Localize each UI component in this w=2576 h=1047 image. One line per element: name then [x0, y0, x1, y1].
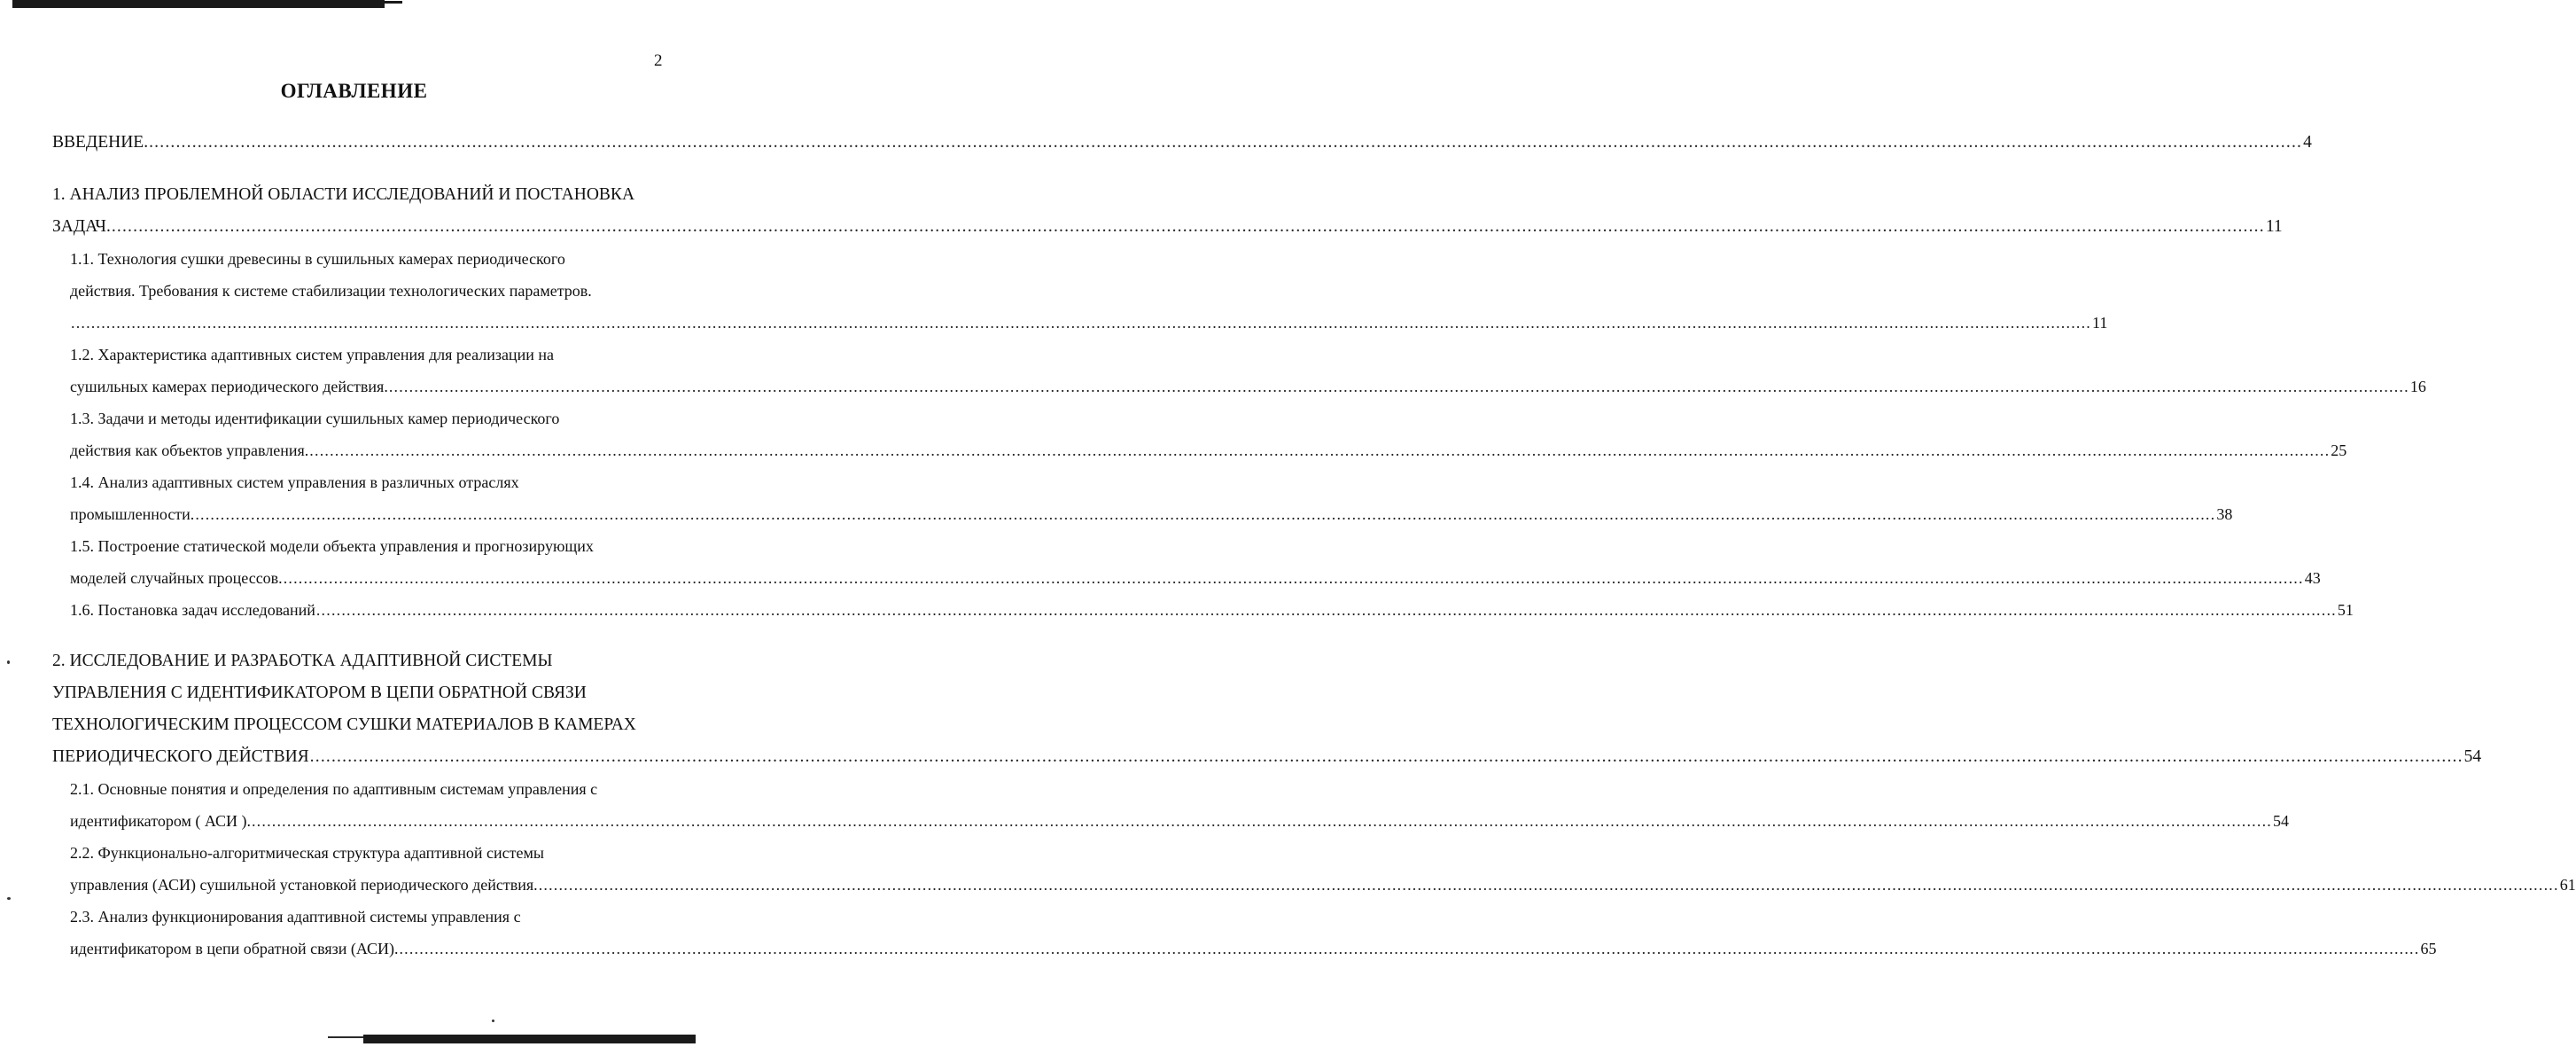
toc-page-number: 16 [2409, 378, 2426, 395]
dot-leader: ................................................................................................................................................................................................................................................................................................................................................................................................................ [149, 133, 2303, 152]
toc-entry-text: ВВЕДЕНИЕ. [52, 133, 149, 152]
toc-entry-text: 1.6. Постановка задач исследований [70, 601, 315, 619]
toc-section-entry[interactable] [52, 598, 2354, 630]
toc-entry-last-line [70, 873, 2576, 905]
toc-entry-last-line [70, 598, 2354, 630]
toc-entry-last-line [52, 215, 2283, 247]
toc-page-number: 11 [2265, 217, 2283, 236]
toc-entry-text: идентификатором ( АСИ ). [70, 812, 251, 830]
toc-page-number: 65 [2420, 940, 2437, 957]
dot-leader: ................................................................................................................................................................................................................................................................................................................................................................................................................ [195, 505, 2216, 523]
dot-leader: ................................................................................................................................................................................................................................................................................................................................................................................................................ [309, 747, 2463, 766]
scan-speck [492, 1020, 494, 1022]
page-title: ОГЛАВЛЕНИЕ [280, 80, 428, 102]
toc-chapter-entry[interactable] [52, 184, 2283, 247]
toc-entry-line: ТЕХНОЛОГИЧЕСКИМ ПРОЦЕССОМ СУШКИ МАТЕРИАЛОВ В КАМЕРАХ [52, 715, 636, 734]
toc-page-number: 25 [2331, 441, 2347, 459]
toc-entry-line: 1.3. Задачи и методы идентификации сушильных камер периодического [70, 410, 560, 427]
toc-entry-text: ПЕРИОДИЧЕСКОГО ДЕЙСТВИЯ [52, 747, 309, 766]
toc-entry-last-line [70, 566, 2321, 598]
toc-entry-text: промышленности. [70, 505, 195, 523]
toc-page-number: 4 [2303, 133, 2312, 152]
dot-leader: ................................................................................................................................................................................................................................................................................................................................................................................................................ [71, 314, 2091, 332]
toc-entry-line: 2.1. Основные понятия и определения по адаптивным системам управления с [70, 780, 598, 798]
toc-entry-line: УПРАВЛЕНИЯ С ИДЕНТИФИКАТОРОМ В ЦЕПИ ОБРАТНОЙ СВЯЗИ [52, 684, 587, 702]
toc-entry-line: 2.3. Анализ функционирования адаптивной системы управления с [70, 908, 521, 926]
toc-section-entry[interactable] [52, 471, 2233, 535]
toc-entry-last-line [70, 439, 2347, 471]
toc-entry-last-line [70, 311, 2108, 343]
toc-entry-line: 1. АНАЛИЗ ПРОБЛЕМНОЙ ОБЛАСТИ ИССЛЕДОВАНИЙ И ПОСТАНОВКА [52, 185, 635, 204]
toc-section-entry[interactable] [52, 247, 2108, 343]
toc-section-entry[interactable] [52, 407, 2347, 471]
toc-chapter-entry[interactable] [52, 131, 2312, 163]
toc-entry-line: 1.1. Технология сушки древесины в сушильных камерах периодического [70, 250, 565, 268]
toc-entry-line: 1.5. Построение статической модели объекта управления и прогнозирующих [70, 537, 594, 555]
toc-page-number: 43 [2304, 569, 2321, 587]
toc-page-number: 61 [2559, 876, 2576, 894]
toc-entry-line: 1.2. Характеристика адаптивных систем управления для реализации на [70, 346, 554, 363]
toc-page-number: 54 [2463, 747, 2482, 766]
toc-entry-line: 2.2. Функционально-алгоритмическая структура адаптивной системы [70, 844, 544, 862]
scan-speck [7, 660, 10, 664]
toc-entry-text: управления (АСИ) сушильной установкой периодического действия. [70, 876, 538, 894]
toc-chapter-entry[interactable] [52, 650, 2482, 777]
dot-leader: ................................................................................................................................................................................................................................................................................................................................................................................................................ [388, 378, 2409, 395]
toc-page-number: 51 [2337, 601, 2354, 619]
scan-bottom-border-thin [328, 1036, 363, 1038]
dot-leader: ................................................................................................................................................................................................................................................................................................................................................................................................................ [538, 876, 2559, 894]
toc-entry-last-line [52, 131, 2312, 163]
toc-section-entry[interactable] [52, 535, 2321, 598]
dot-leader: ................................................................................................................................................................................................................................................................................................................................................................................................................ [251, 812, 2272, 830]
page-number: 2 [654, 51, 663, 70]
dot-leader: ................................................................................................................................................................................................................................................................................................................................................................................................................ [399, 940, 2420, 957]
toc-page-number: 54 [2272, 812, 2289, 830]
toc-entry-line: 2. ИССЛЕДОВАНИЕ И РАЗРАБОТКА АДАПТИВНОЙ СИСТЕМЫ [52, 652, 553, 670]
dot-leader: ................................................................................................................................................................................................................................................................................................................................................................................................................ [315, 601, 2337, 619]
scan-top-border [0, 0, 708, 18]
toc-entry-last-line [70, 937, 2437, 969]
scan-bottom-border [328, 1033, 696, 1047]
scan-bottom-border-thick [363, 1035, 696, 1043]
toc-entry-last-line [70, 503, 2233, 535]
dot-leader: ................................................................................................................................................................................................................................................................................................................................................................................................................ [111, 217, 2265, 236]
toc-section-entry[interactable] [52, 343, 2426, 407]
toc-section-entry[interactable] [52, 905, 2437, 969]
scan-top-border-thin [385, 1, 402, 4]
scan-speck [7, 897, 11, 900]
toc-entry-last-line [70, 809, 2289, 841]
toc-page-number: 11 [2092, 314, 2108, 332]
toc-page-number: 38 [2216, 505, 2233, 523]
toc-entry-last-line [52, 746, 2482, 777]
scan-top-border-thick [12, 0, 385, 8]
toc-spacer [52, 630, 648, 650]
toc-entry-line: 1.4. Анализ адаптивных систем управления в различных отраслях [70, 473, 519, 491]
toc-entry-text: сушильных камерах периодического действия. [70, 378, 388, 395]
dot-leader: ................................................................................................................................................................................................................................................................................................................................................................................................................ [283, 569, 2304, 587]
toc-entry-text: идентификатором в цепи обратной связи (АСИ). [70, 940, 399, 957]
toc-entry-text: действия как объектов управления. [70, 441, 309, 459]
toc-section-entry[interactable] [52, 777, 2289, 841]
dot-leader: ................................................................................................................................................................................................................................................................................................................................................................................................................ [309, 441, 2331, 459]
toc-entry-line: действия. Требования к системе стабилизации технологических параметров. [70, 282, 592, 300]
toc-entry-last-line [70, 375, 2426, 407]
toc-entry-text: моделей случайных процессов. [70, 569, 283, 587]
toc-entry-text: ЗАДАЧ. [52, 217, 111, 236]
toc-spacer [52, 163, 648, 184]
toc-section-entry[interactable] [52, 841, 2576, 905]
table-of-contents [52, 131, 2576, 969]
